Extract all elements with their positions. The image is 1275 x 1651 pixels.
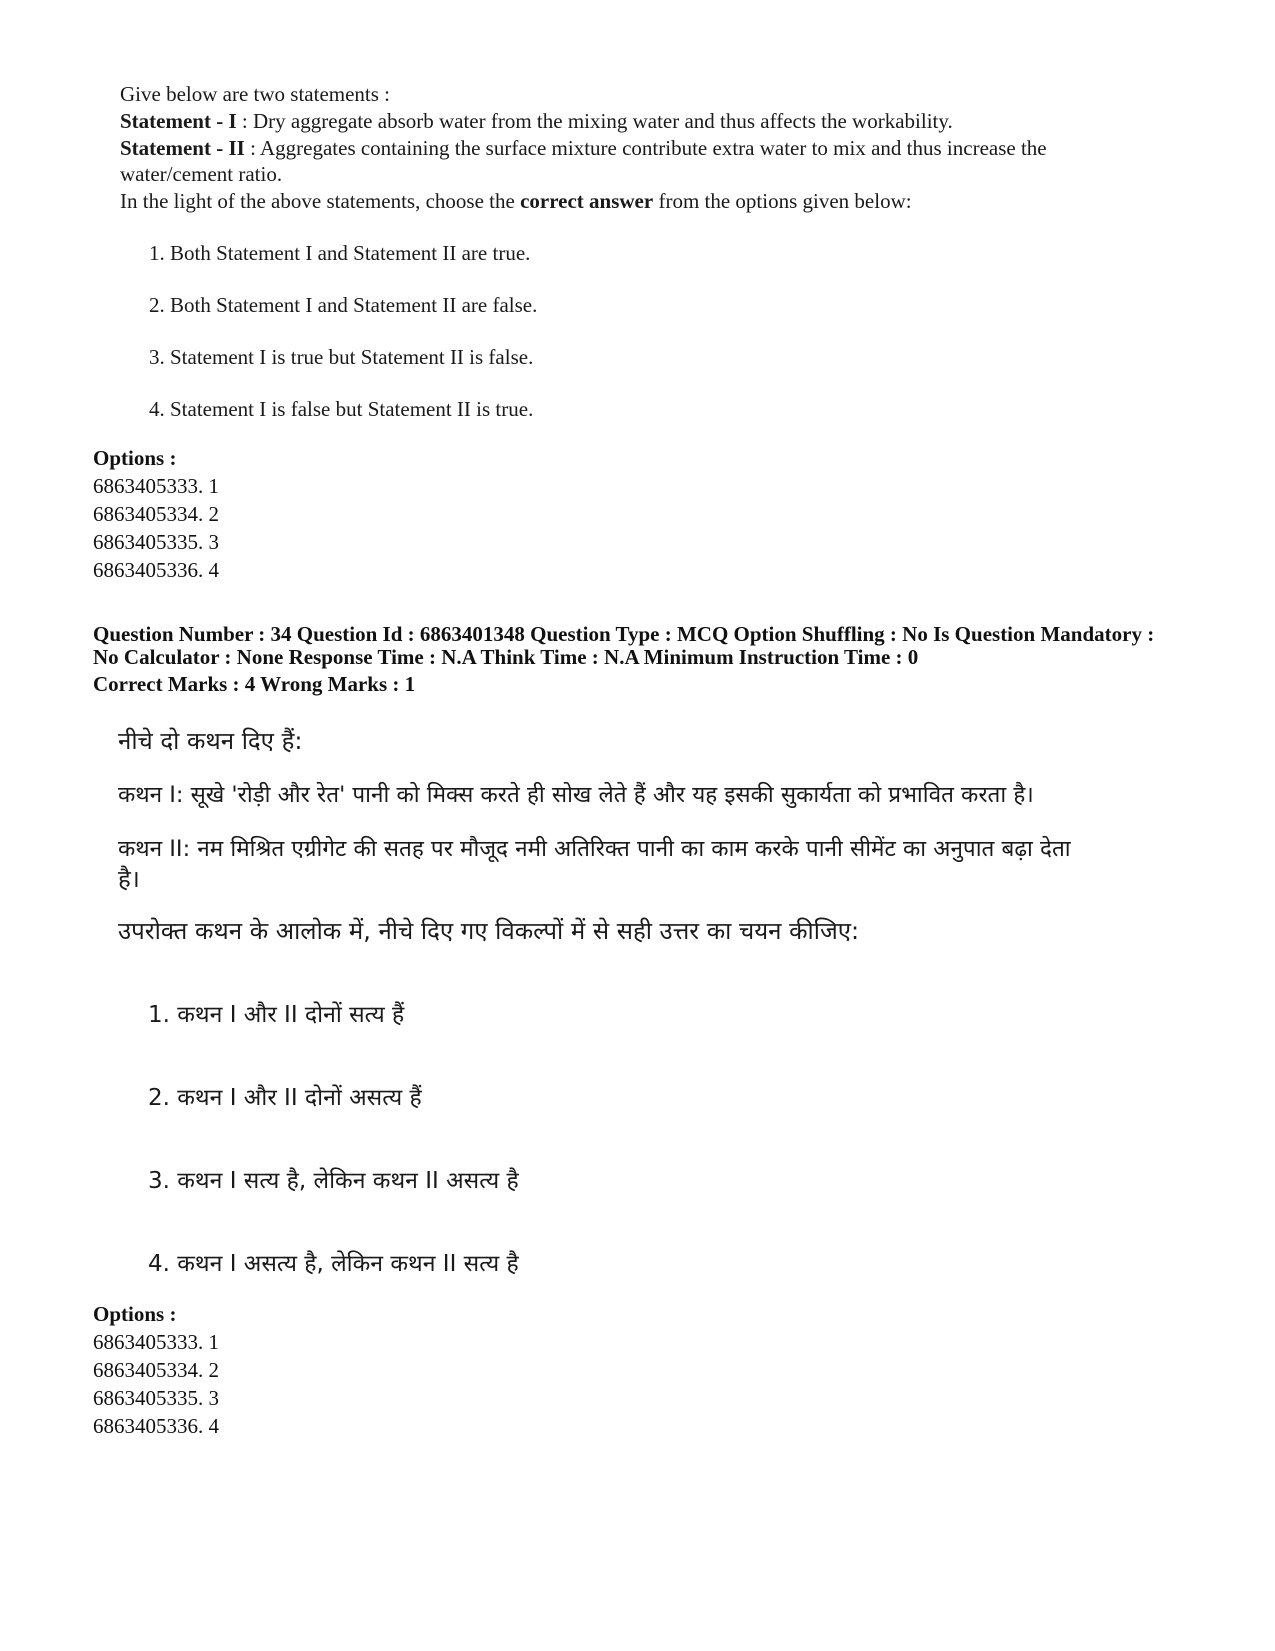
statement-1-text: : Dry aggregate absorb water from the mixing water and thus affects the workability. xyxy=(236,109,953,133)
hindi-choice-4: 4. कथन I असत्य है, लेकिन कथन II सत्य है xyxy=(148,1251,519,1277)
option-id-3: 6863405335. 3 xyxy=(93,530,219,554)
hindi-statement-2: कथन II: नम मिश्रित एग्रीगेट की सतह पर मौजूद नमी अतिरिक्त पानी का काम करके पानी सीमेंट का अनुपात बढ़ा देता xyxy=(118,836,1071,862)
choice-4: 4. Statement I is false but Statement II is true. xyxy=(149,397,534,421)
choice-2: 2. Both Statement I and Statement II are false. xyxy=(149,293,538,317)
statement-2-label: Statement - II xyxy=(120,136,245,160)
hindi-statement-2-continuation: है। xyxy=(118,865,140,893)
statement-1-label: Statement - I xyxy=(120,109,237,133)
option-id-2: 6863405334. 2 xyxy=(93,502,219,526)
hindi-statement-1: कथन I: सूखे 'रोड़ी और रेत' पानी को मिक्स करते ही सोख लेते हैं और यह इसकी सुकार्यता को प्रभावित करता है। xyxy=(118,782,1034,808)
hindi-choice-2: 2. कथन I और II दोनों असत्य हैं xyxy=(148,1085,422,1111)
question-meta-line-1: Question Number : 34 Question Id : 6863401348 Question Type : MCQ Option Shuffling : No Is Question Mandatory : xyxy=(93,622,1155,646)
statement-1 xyxy=(120,109,953,134)
statement-2 xyxy=(120,136,1047,161)
option-id-4: 6863405336. 4 xyxy=(93,1414,219,1438)
option-id-3: 6863405335. 3 xyxy=(93,1386,219,1410)
instruction-emphasis: correct answer xyxy=(520,189,654,213)
options-label: Options : xyxy=(93,1302,177,1326)
choice-3: 3. Statement I is true but Statement II is false. xyxy=(149,345,534,369)
hindi-intro: नीचे दो कथन दिए हैं: xyxy=(118,727,303,755)
question-marks: Correct Marks : 4 Wrong Marks : 1 xyxy=(93,672,416,696)
option-id-1: 6863405333. 1 xyxy=(93,1330,219,1354)
hindi-choice-1: 1. कथन I और II दोनों सत्य हैं xyxy=(148,1002,405,1028)
hindi-choice-3: 3. कथन I सत्य है, लेकिन कथन II असत्य है xyxy=(148,1168,519,1194)
question-instruction: In the light of the above statements, choose the correct answer from the options given below: xyxy=(120,189,912,213)
option-id-2: 6863405334. 2 xyxy=(93,1358,219,1382)
question-intro: Give below are two statements : xyxy=(120,82,391,106)
statement-2-continuation: water/cement ratio. xyxy=(120,162,283,186)
question-meta-line-2: No Calculator : None Response Time : N.A Think Time : N.A Minimum Instruction Time : 0 xyxy=(93,645,919,669)
statement-2-text: : Aggregates containing the surface mixture contribute extra water to mix and thus increase the xyxy=(244,136,1047,160)
choice-1: 1. Both Statement I and Statement II are true. xyxy=(149,241,531,265)
option-id-4: 6863405336. 4 xyxy=(93,558,219,582)
hindi-instruction: उपरोक्त कथन के आलोक में, नीचे दिए गए विकल्पों में से सही उत्तर का चयन कीजिए: xyxy=(118,917,860,945)
options-label: Options : xyxy=(93,446,177,470)
option-id-1: 6863405333. 1 xyxy=(93,474,219,498)
